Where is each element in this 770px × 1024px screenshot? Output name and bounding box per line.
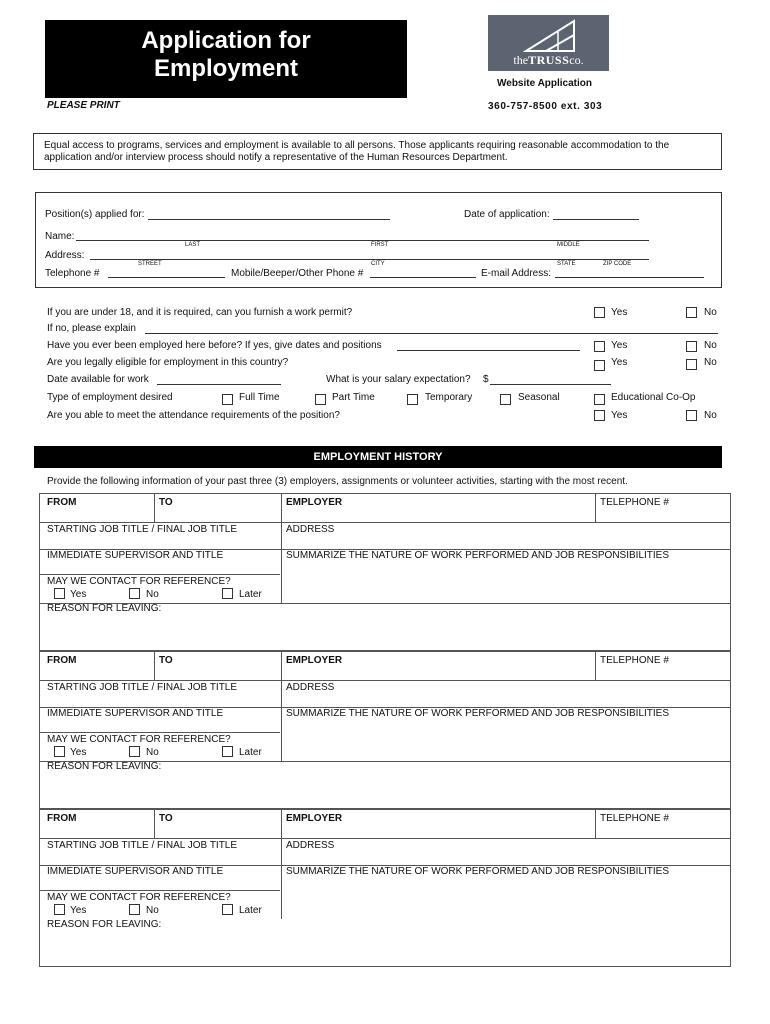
employed-before-no-checkbox[interactable] — [686, 341, 697, 352]
employer-block-1 — [39, 493, 731, 651]
contact-no-label: No — [146, 905, 159, 916]
contact-reference-label: MAY WE CONTACT FOR REFERENCE? — [47, 576, 231, 587]
name-middle-caption: MIDDLE — [557, 242, 580, 248]
date-application-field[interactable] — [553, 219, 639, 220]
name-last-caption: LAST — [185, 242, 201, 248]
please-print: PLEASE PRINT — [47, 100, 120, 111]
employment-type-label: Type of employment desired — [47, 392, 173, 403]
contact-yes-checkbox[interactable] — [54, 588, 65, 599]
address-zip-caption: ZIP CODE — [603, 261, 632, 267]
from-label: FROM — [47, 813, 77, 824]
salary-field[interactable] — [490, 384, 611, 385]
eligible-question: Are you legally eligible for employment in this country? — [47, 357, 289, 368]
seasonal-label: Seasonal — [518, 392, 560, 403]
employer-block-3 — [39, 809, 731, 967]
contact-yes-label: Yes — [70, 747, 87, 758]
email-field[interactable] — [555, 277, 704, 278]
contact-yes-label: Yes — [70, 589, 87, 600]
eligible-no-label: No — [704, 357, 717, 368]
email-label: E-mail Address: — [481, 268, 552, 279]
contact-no-label: No — [146, 747, 159, 758]
employed-before-no-label: No — [704, 340, 717, 351]
contact-no-checkbox[interactable] — [129, 588, 140, 599]
from-label: FROM — [47, 655, 77, 666]
part-time-label: Part Time — [332, 392, 375, 403]
address-city-caption: CITY — [371, 261, 385, 267]
employer-label: EMPLOYER — [286, 813, 343, 824]
mobile-field[interactable] — [370, 277, 476, 278]
job-title-label: STARTING JOB TITLE / FINAL JOB TITLE — [47, 524, 238, 535]
contact-no-checkbox[interactable] — [129, 746, 140, 757]
attendance-yes-label: Yes — [611, 410, 628, 421]
positions-label: Position(s) applied for: — [45, 209, 145, 220]
contact-later-label: Later — [239, 589, 262, 600]
full-time-checkbox[interactable] — [222, 394, 233, 405]
coop-checkbox[interactable] — [594, 394, 605, 405]
contact-yes-checkbox[interactable] — [54, 746, 65, 757]
employer-label: EMPLOYER — [286, 655, 343, 666]
company-logo — [488, 15, 609, 71]
work-permit-question: If you are under 18, and it is required, can you furnish a work permit? — [47, 307, 353, 318]
website-application: Website Application — [497, 78, 593, 89]
address-field[interactable] — [90, 259, 649, 260]
attendance-no-checkbox[interactable] — [686, 410, 697, 421]
telephone-field[interactable] — [108, 277, 225, 278]
temporary-label: Temporary — [425, 392, 473, 403]
attendance-yes-checkbox[interactable] — [594, 410, 605, 421]
contact-later-checkbox[interactable] — [222, 904, 233, 915]
date-available-label: Date available for work — [47, 374, 149, 385]
employer-block-2 — [39, 651, 731, 809]
title-line-1: Application for — [141, 27, 311, 54]
attendance-no-label: No — [704, 410, 717, 421]
address-label: ADDRESS — [286, 524, 335, 535]
eligible-no-checkbox[interactable] — [686, 359, 697, 370]
company-phone: 360-757-8500 ext. 303 — [488, 101, 603, 112]
supervisor-label: IMMEDIATE SUPERVISOR AND TITLE — [47, 550, 224, 561]
summarize-label: SUMMARIZE THE NATURE OF WORK PERFORMED AND JOB RESPONSIBILITIES — [286, 708, 670, 719]
employed-before-yes-label: Yes — [611, 340, 628, 351]
to-label: TO — [159, 655, 173, 666]
equal-access-notice: Equal access to programs, services and employment is available to all persons. Those applicants requiring reasonable accommodation to the application and/or interview process should notify a representative of the Human Resources Department. — [33, 133, 722, 170]
reason-leaving-label: REASON FOR LEAVING: — [47, 761, 162, 772]
contact-no-checkbox[interactable] — [129, 904, 140, 915]
telephone-label: TELEPHONE # — [600, 497, 669, 508]
supervisor-label: IMMEDIATE SUPERVISOR AND TITLE — [47, 708, 224, 719]
job-title-label: STARTING JOB TITLE / FINAL JOB TITLE — [47, 682, 238, 693]
employment-history-intro: Provide the following information of your past three (3) employers, assignments or volunteer activities, starting with the most recent. — [47, 476, 628, 487]
supervisor-label: IMMEDIATE SUPERVISOR AND TITLE — [47, 866, 224, 877]
work-permit-no-label: No — [704, 307, 717, 318]
telephone-label: TELEPHONE # — [600, 655, 669, 666]
summarize-label: SUMMARIZE THE NATURE OF WORK PERFORMED AND JOB RESPONSIBILITIES — [286, 550, 670, 561]
contact-later-checkbox[interactable] — [222, 746, 233, 757]
address-label: ADDRESS — [286, 840, 335, 851]
reason-leaving-label: REASON FOR LEAVING: — [47, 919, 162, 930]
from-label: FROM — [47, 497, 77, 508]
salary-label: What is your salary expectation? — [326, 374, 471, 385]
eligible-yes-checkbox[interactable] — [594, 360, 605, 371]
contact-no-label: No — [146, 589, 159, 600]
truss-triangle-icon — [488, 15, 609, 55]
title-banner — [45, 20, 407, 98]
name-first-caption: FIRST — [371, 242, 389, 248]
to-label: TO — [159, 497, 173, 508]
if-no-explain-label: If no, please explain — [47, 323, 136, 334]
title-line-2: Employment — [153, 55, 299, 82]
contact-yes-checkbox[interactable] — [54, 904, 65, 915]
contact-reference-label: MAY WE CONTACT FOR REFERENCE? — [47, 892, 231, 903]
work-permit-no-checkbox[interactable] — [686, 307, 697, 318]
name-field[interactable] — [76, 240, 649, 241]
to-label: TO — [159, 813, 173, 824]
work-permit-yes-label: Yes — [611, 307, 628, 318]
eligible-yes-label: Yes — [611, 357, 628, 368]
employed-before-question: Have you ever been employed here before? If yes, give dates and positions — [47, 340, 382, 351]
positions-field[interactable] — [148, 219, 390, 220]
reason-leaving-label: REASON FOR LEAVING: — [47, 603, 162, 614]
full-time-label: Full Time — [239, 392, 280, 403]
if-no-explain-field[interactable] — [145, 333, 718, 334]
address-state-caption: STATE — [557, 261, 576, 267]
address-label: ADDRESS — [286, 682, 335, 693]
job-title-label: STARTING JOB TITLE / FINAL JOB TITLE — [47, 840, 238, 851]
salary-symbol: $ — [483, 374, 489, 385]
date-application-label: Date of application: — [464, 209, 550, 220]
part-time-checkbox[interactable] — [315, 394, 326, 405]
contact-later-checkbox[interactable] — [222, 588, 233, 599]
employer-label: EMPLOYER — [286, 497, 343, 508]
telephone-label: TELEPHONE # — [600, 813, 669, 824]
address-street-caption: STREET — [138, 261, 162, 267]
coop-label: Educational Co-Op — [611, 392, 696, 403]
contact-yes-label: Yes — [70, 905, 87, 916]
work-permit-yes-checkbox[interactable] — [594, 307, 605, 318]
telephone-label: Telephone # — [45, 268, 100, 279]
summarize-label: SUMMARIZE THE NATURE OF WORK PERFORMED AND JOB RESPONSIBILITIES — [286, 866, 670, 877]
address-label: Address: — [45, 250, 85, 261]
contact-later-label: Later — [239, 747, 262, 758]
employed-before-field[interactable] — [397, 350, 580, 351]
employment-history-header: EMPLOYMENT HISTORY — [34, 446, 722, 468]
seasonal-checkbox[interactable] — [500, 394, 511, 405]
contact-reference-label: MAY WE CONTACT FOR REFERENCE? — [47, 734, 231, 745]
employed-before-yes-checkbox[interactable] — [594, 341, 605, 352]
mobile-label: Mobile/Beeper/Other Phone # — [231, 268, 364, 279]
name-label: Name: — [45, 231, 75, 242]
logo-wordmark: theTRUSSco. — [513, 53, 584, 67]
attendance-question: Are you able to meet the attendance requirements of the position? — [47, 410, 340, 421]
contact-later-label: Later — [239, 905, 262, 916]
date-available-field[interactable] — [157, 384, 281, 385]
temporary-checkbox[interactable] — [407, 394, 418, 405]
